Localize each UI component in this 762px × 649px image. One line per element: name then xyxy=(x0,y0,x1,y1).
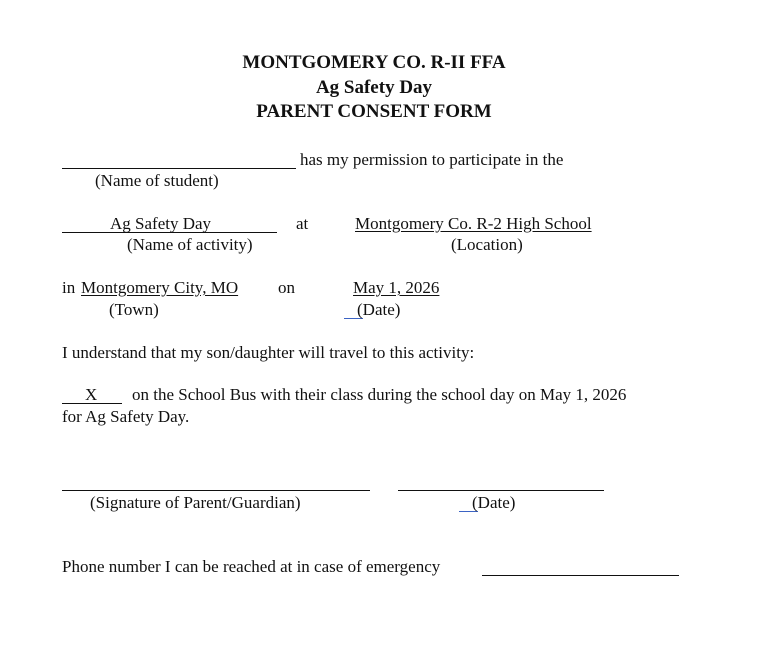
town-caption: (Town) xyxy=(109,300,159,319)
signature-date-field[interactable] xyxy=(398,490,604,491)
signature-caption: (Signature of Parent/Guardian) xyxy=(90,493,301,512)
travel-statement: I understand that my son/daughter will travel to this activity: xyxy=(62,343,475,362)
town-value[interactable]: Montgomery City, MO xyxy=(81,278,239,297)
form-event-title: Ag Safety Day xyxy=(315,77,433,98)
parent-signature-field[interactable] xyxy=(62,490,370,491)
location-caption: (Location) xyxy=(451,235,523,254)
on-label: on xyxy=(278,278,295,297)
date-caption: (Date) xyxy=(357,300,401,319)
activity-value: Ag Safety Day xyxy=(110,214,212,233)
bus-option-text-cont: for Ag Safety Day. xyxy=(62,407,190,426)
activity-caption: (Name of activity) xyxy=(127,235,253,254)
signature-date-caption: (Date) xyxy=(472,493,516,512)
event-date-value[interactable]: May 1, 2026 xyxy=(353,278,440,297)
at-label: at xyxy=(296,214,309,233)
student-name-field[interactable] xyxy=(62,168,296,169)
permission-text: has my permission to participate in the xyxy=(300,150,564,169)
form-title: PARENT CONSENT FORM xyxy=(256,101,492,122)
phone-number-field[interactable] xyxy=(482,575,679,576)
phone-label: Phone number I can be reached at in case of emergency xyxy=(62,557,441,576)
student-name-caption: (Name of student) xyxy=(95,171,219,190)
bus-option-mark[interactable]: X xyxy=(85,385,98,404)
in-label: in xyxy=(62,278,76,297)
location-value[interactable]: Montgomery Co. R-2 High School xyxy=(355,214,592,233)
bus-option-text: on the School Bus with their class during the school day on May 1, 2026 xyxy=(132,385,627,404)
form-org-title: MONTGOMERY CO. R-II FFA xyxy=(242,52,506,73)
